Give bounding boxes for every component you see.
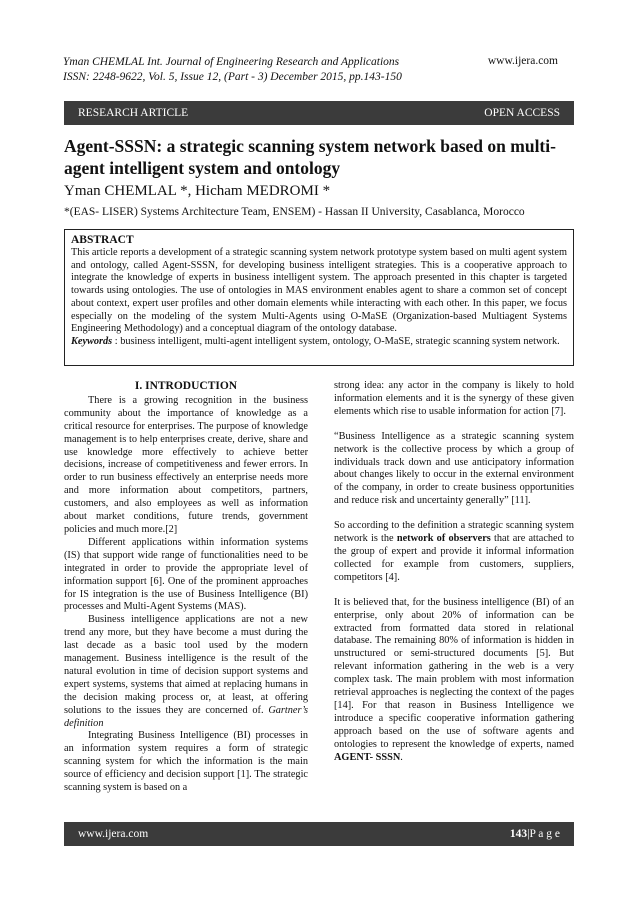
authors: Yman CHEMLAL *, Hicham MEDROMI * xyxy=(64,183,331,199)
abstract-text: This article reports a development of a strategic scanning system network prototype system based on multi agent system and ontology, called Agent-SSSN, for developing business intelligent strategies. This is a cooperative approach to integrate the knowledge of experts in business intelligent system. The approach presented in this chapter is targeted towards using ontologies. The use of ontologies in MAS environment enables agent to share a common set of concept about context, expert user profiles and other domain elements while interacting with each other. In this paper, we focus especially on the modeling of the system Multi-Agents using O-MaSE (Organization-based Multiagent Systems Engineering Methodology) and a conceptual diagram of the ontology database. xyxy=(71,247,567,335)
period: . xyxy=(400,751,403,763)
agent-sssn-name: AGENT- SSSN xyxy=(334,751,401,763)
paragraph: strong idea: any actor in the company is likely to hold information elements and it is the synergy of these given elements which rise to usable information for action [7]. xyxy=(334,380,574,417)
paragraph: Integrating Business Intelligence (BI) processes in an information system requires a form of strategic scanning system for which the information is the main source of efficiency and decision support [1]. The strategic scanning system is based on a xyxy=(64,730,308,794)
paragraph: There is a growing recognition in the business community about the importance of knowledge as a critical resource for enterprises. The purpose of knowledge management is to help enterprises create, derive, share and use knowledge more effectively to achieve better decisions, increase of competitiveness and fewer errors. In order to run business effectively an enterprise needs more and more information about competitors, partners, customers, and also employees as well as information about market conditions, future trends, government policies and much more.[2] xyxy=(64,394,308,535)
keywords-label: Keywords xyxy=(71,335,113,347)
paragraph-text: that are attached to the group of expert and provide it informal information collected for example from customers, suppliers, competitors [4]. xyxy=(334,533,575,583)
footer-url[interactable]: www.ijera.com xyxy=(78,828,149,840)
paragraph-text: It is believed that, for the business intelligence (BI) of an enterprise, only about 20% of information can be extracted from formatted data stored in relational database. The remaining 80% of information is hidden in unstructured or semi-structured documents [5]. But relevant information gathering in the web is a very complex task. The main problem with most information retrieval approaches is neglecting the context of the pages [14]. For that reason in Business Intelligence we introduce a specific cooperative information gathering approach based on the use of software agents and ontologies to represent the knowledge of experts, named xyxy=(334,596,574,750)
page-suffix: |P a g e xyxy=(527,828,560,840)
abstract-heading: ABSTRACT xyxy=(71,234,134,246)
footer-band xyxy=(64,822,574,846)
right-column xyxy=(334,380,574,764)
header-url[interactable]: www.ijera.com xyxy=(487,55,558,67)
article-type-band xyxy=(64,101,574,125)
page-number xyxy=(510,828,560,840)
quote-paragraph: “Business Intelligence as a strategic scanning system network is the collective process by which a group of individuals track down and use anticipatory information about changes likely to occur in the external environment of the company, in order to create business opportunities and reduce risk and uncertainty generally” [11]. xyxy=(334,430,574,507)
research-article-label: RESEARCH ARTICLE xyxy=(78,107,189,119)
keywords-text: : business intelligent, multi-agent intelligent system, ontology, O-MaSE, strategic scanning system network. xyxy=(114,335,560,347)
gartner-definition: Gartner’s definition xyxy=(64,704,308,729)
paragraph xyxy=(64,614,308,730)
network-of-observers: network of observers xyxy=(396,533,491,545)
paragraph xyxy=(334,520,574,585)
journal-header xyxy=(63,55,483,85)
section-heading-introduction: I. INTRODUCTION xyxy=(134,380,238,392)
paragraph-text: So according to the definition a strategic scanning system network is the xyxy=(334,520,574,545)
paragraph: Different applications within information systems (IS) that support wide range of functionalities need to be integrated in order to provide the appropriate level of information support [6]. One of the prominent approaches for IS integration is the use of Business Intelligence (BI) processes and Multi-Agent Systems (MAS). xyxy=(64,536,308,613)
paper-title: Agent-SSSN: a strategic scanning system network based on multi-agent intelligent system and ontology xyxy=(64,136,556,178)
affiliation: *(EAS- LISER) Systems Architecture Team, ENSEM) - Hassan II University, Casablanca, Morocco xyxy=(64,206,525,218)
left-column xyxy=(64,380,308,795)
open-access-label: OPEN ACCESS xyxy=(484,107,560,119)
journal-line-1: Yman CHEMLAL Int. Journal of Engineering Research and Applications xyxy=(63,56,400,68)
paragraph-text: Business intelligence applications are not a new trend any more, but they have become a must during the last decade as a basic tool used by the modern management. Business intelligence is the result of the natural evolution in time of decision support systems and expert systems, systems that aimed at replacing humans in the decision making process or, at least, at offering solutions to the issues they are concerned of. xyxy=(64,614,308,716)
journal-line-2: ISSN: 2248-9622, Vol. 5, Issue 12, (Part - 3) December 2015, pp.143-150 xyxy=(63,71,402,83)
abstract-box xyxy=(64,229,574,366)
keywords xyxy=(71,336,567,349)
page-number-value: 143 xyxy=(509,828,528,840)
paragraph xyxy=(334,597,574,765)
